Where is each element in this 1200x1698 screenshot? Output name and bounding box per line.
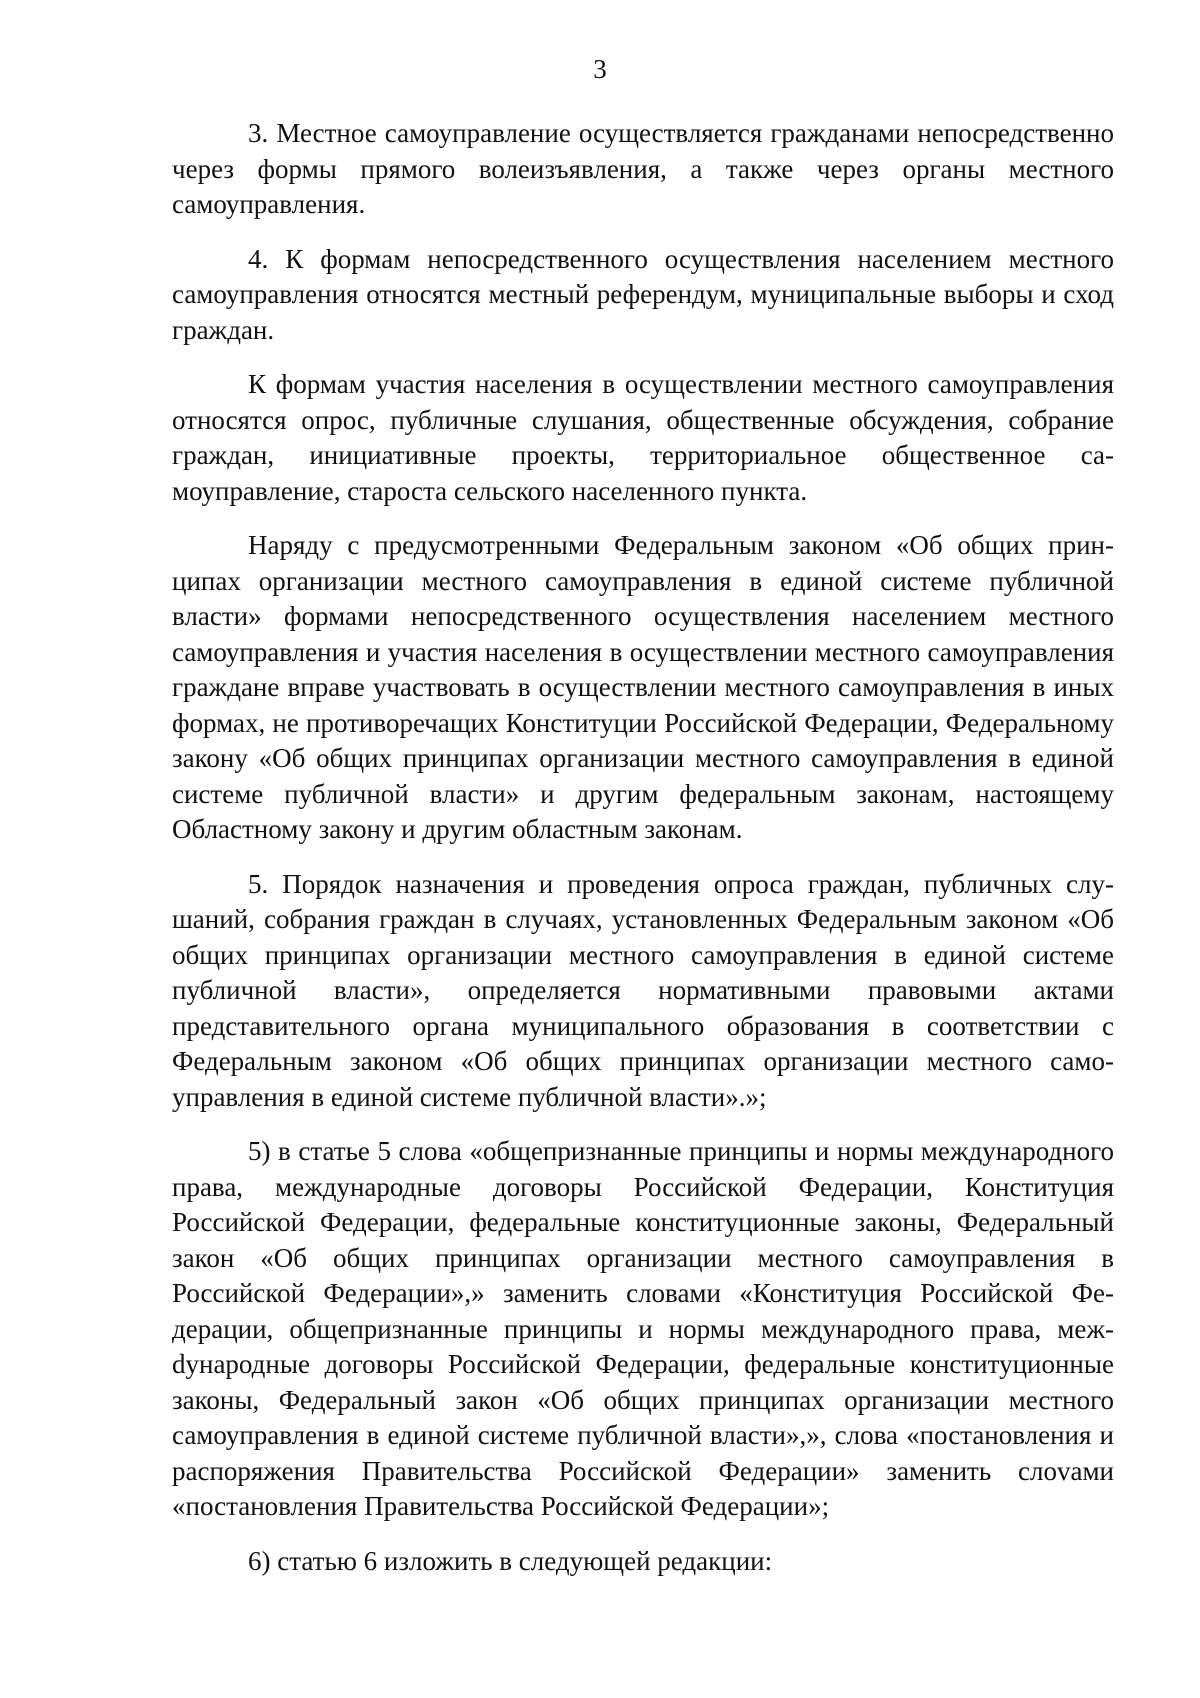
paragraph-item-5: 5. Порядок назначения и проведения опроса граждан, публичных слушаний, собрания граждан в случаях, установленных Федеральным законом «Об общих принципах организации местного самоуправления в единой системе публичной власти», определяется нормативными правовыми актами представительного органа муниципального образования в соответствии с Федеральным законом «Об общих принципах организации местного самоуправления в единой системе публичной власти».»; xyxy=(172,868,1114,1112)
document-body xyxy=(172,116,1114,1598)
paragraph-other-forms: Наряду с предусмотренными Федеральным законом «Об общих принципах организации местного самоуправления в единой системе публичной власти» формами непосредственного осуществления населением местного самоуправления и участия населения в осуществлении местного самоуправления граждане вправе участвовать в осуществлении местного самоуправления в иных формах, не противоречащих Конституции Российской Федерации, Федеральному закону «Об общих принципах организации местного самоуправления в единой системе публичной власти» и другим федеральным законам, настоящему Областному закону и другим областным законам. xyxy=(172,530,1114,844)
paragraph-amendment-6: 6) статью 6 изложить в следующей редакции: xyxy=(248,1545,773,1576)
paragraph-item-3: 3. Местное самоуправление осуществляется гражданами непосредственно через формы прямого волеизъявления, а также через органы местного самоуправления. xyxy=(172,118,1114,219)
paragraph-item-4: 4. К формам непосредственного осуществления населением местного самоуправления относятся местный референдум, муниципальные выборы и сход граждан. xyxy=(172,243,1114,345)
paragraph-amendment-5: 5) в статье 5 слова «общепризнанные принципы и нормы международного права, международные договоры Российской Федерации, Конституция Российской Федерации, федеральные конституционные законы, Федеральный закон «Об общих принципах организации местного самоуправления в Российской Федерации»,» заменить словами «Конституция Российской Федерации, общепризнанные принципы и нормы международного права, межdународные договоры Российской Федерации, федеральные конституционные законы, Федеральный закон «Об общих принципах организации местного самоуправления в единой системе публичной власти»,», слова «постановления и распоряжения Правительства Российской Федерации» заменить слоvами «постановления Правительства Российской Федерации»; xyxy=(172,1136,1114,1521)
page-number: 3 xyxy=(593,54,607,84)
paragraph-participation-forms: К формам участия населения в осуществлении местного самоуправления относятся опрос, публичные слушания, общественные обсуждения, собрание граждан, инициативные проекты, территориальное общественное самоуправление, староста сельского населенного пункта. xyxy=(172,369,1114,506)
